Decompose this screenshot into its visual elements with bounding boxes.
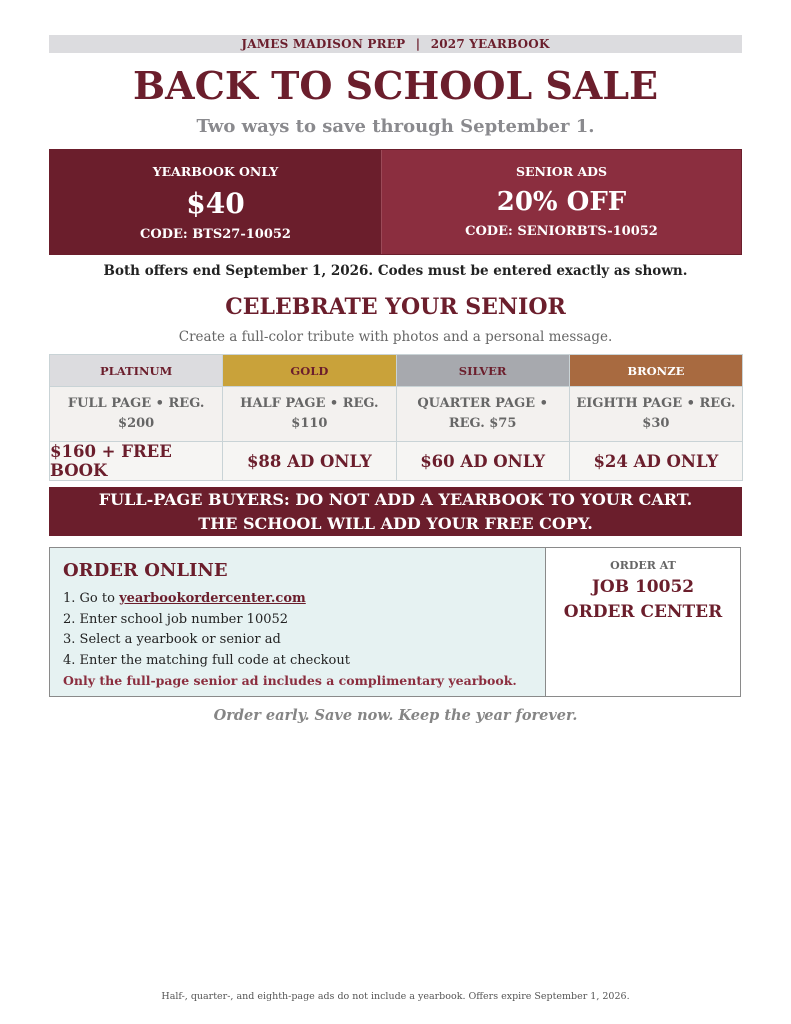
page-subtitle: Two ways to save through September 1. (196, 116, 595, 137)
order-panel (49, 547, 741, 697)
offers-note: Both offers end September 1, 2026. Codes must be entered exactly as shown. (103, 263, 688, 279)
order-note: Only the full-page senior ad includes a complimentary yearbook. (63, 673, 517, 688)
offer-value: 20% OFF (496, 187, 627, 217)
order-at-section (546, 548, 740, 696)
order-at-label: ORDER AT (610, 559, 676, 572)
offer-yearbook-only (50, 150, 381, 254)
school-name: JAMES MADISON PREP (241, 37, 406, 51)
tier-silver (397, 355, 570, 480)
page-title: BACK TO SCHOOL SALE (132, 63, 659, 108)
offer-code: CODE: BTS27-10052 (140, 227, 291, 242)
tier-size: EIGHTH PAGE • REG. $30 (570, 387, 742, 442)
offer-senior-ads (381, 150, 741, 254)
order-site-link[interactable]: yearbookordercenter.com (119, 591, 306, 606)
order-step: 2. Enter school job number 10052 (63, 611, 289, 627)
tier-price: $60 AD ONLY (397, 442, 569, 480)
tier-size: FULL PAGE • REG. $200 (50, 387, 222, 442)
order-online-section (50, 548, 546, 696)
job-line: ORDER CENTER (563, 602, 723, 622)
senior-section-subtitle: Create a full-color tribute with photos and a personal message. (178, 329, 613, 345)
order-step (63, 589, 545, 610)
header-bar (49, 35, 742, 53)
banner-line: THE SCHOOL WILL ADD YOUR FREE COPY. (198, 514, 593, 533)
tier-gold (223, 355, 396, 480)
offers-panel (49, 149, 742, 255)
offer-label: SENIOR ADS (515, 164, 608, 179)
order-step: 3. Select a yearbook or senior ad (63, 632, 281, 647)
tier-name: PLATINUM (50, 355, 222, 387)
tier-name: SILVER (397, 355, 569, 387)
footer-note: Half-, quarter-, and eighth-page ads do not include a yearbook. Offers expire September 1, 2026. (161, 991, 630, 1002)
tagline: Order early. Save now. Keep the year forever. (213, 707, 578, 724)
tier-name: BRONZE (570, 355, 742, 387)
ad-tier-table (49, 354, 743, 481)
tier-bronze (570, 355, 742, 480)
job-number (564, 575, 722, 625)
tier-size: QUARTER PAGE • REG. $75 (397, 387, 569, 442)
job-line: JOB 10052 (591, 577, 695, 597)
yearbook-name: 2027 YEARBOOK (430, 37, 550, 51)
order-title: ORDER ONLINE (63, 560, 228, 581)
offer-value: $40 (186, 187, 245, 220)
tier-size: HALF PAGE • REG. $110 (223, 387, 395, 442)
tier-platinum (50, 355, 223, 480)
offer-code: CODE: SENIORBTS-10052 (465, 224, 658, 239)
tier-price: $88 AD ONLY (223, 442, 395, 480)
order-step: 4. Enter the matching full code at checkout (63, 652, 350, 668)
offer-label: YEARBOOK ONLY (152, 164, 279, 179)
tier-name: GOLD (223, 355, 395, 387)
header-separator: | (415, 37, 421, 51)
full-page-notice-banner (49, 487, 742, 536)
tier-price: $160 + FREE BOOK (50, 442, 222, 480)
senior-section-title: CELEBRATE YOUR SENIOR (225, 294, 566, 320)
banner-line: FULL-PAGE BUYERS: DO NOT ADD A YEARBOOK TO YOUR CART. (98, 490, 693, 509)
tier-price: $24 AD ONLY (570, 442, 742, 480)
step-text: 1. Go to (63, 591, 120, 606)
